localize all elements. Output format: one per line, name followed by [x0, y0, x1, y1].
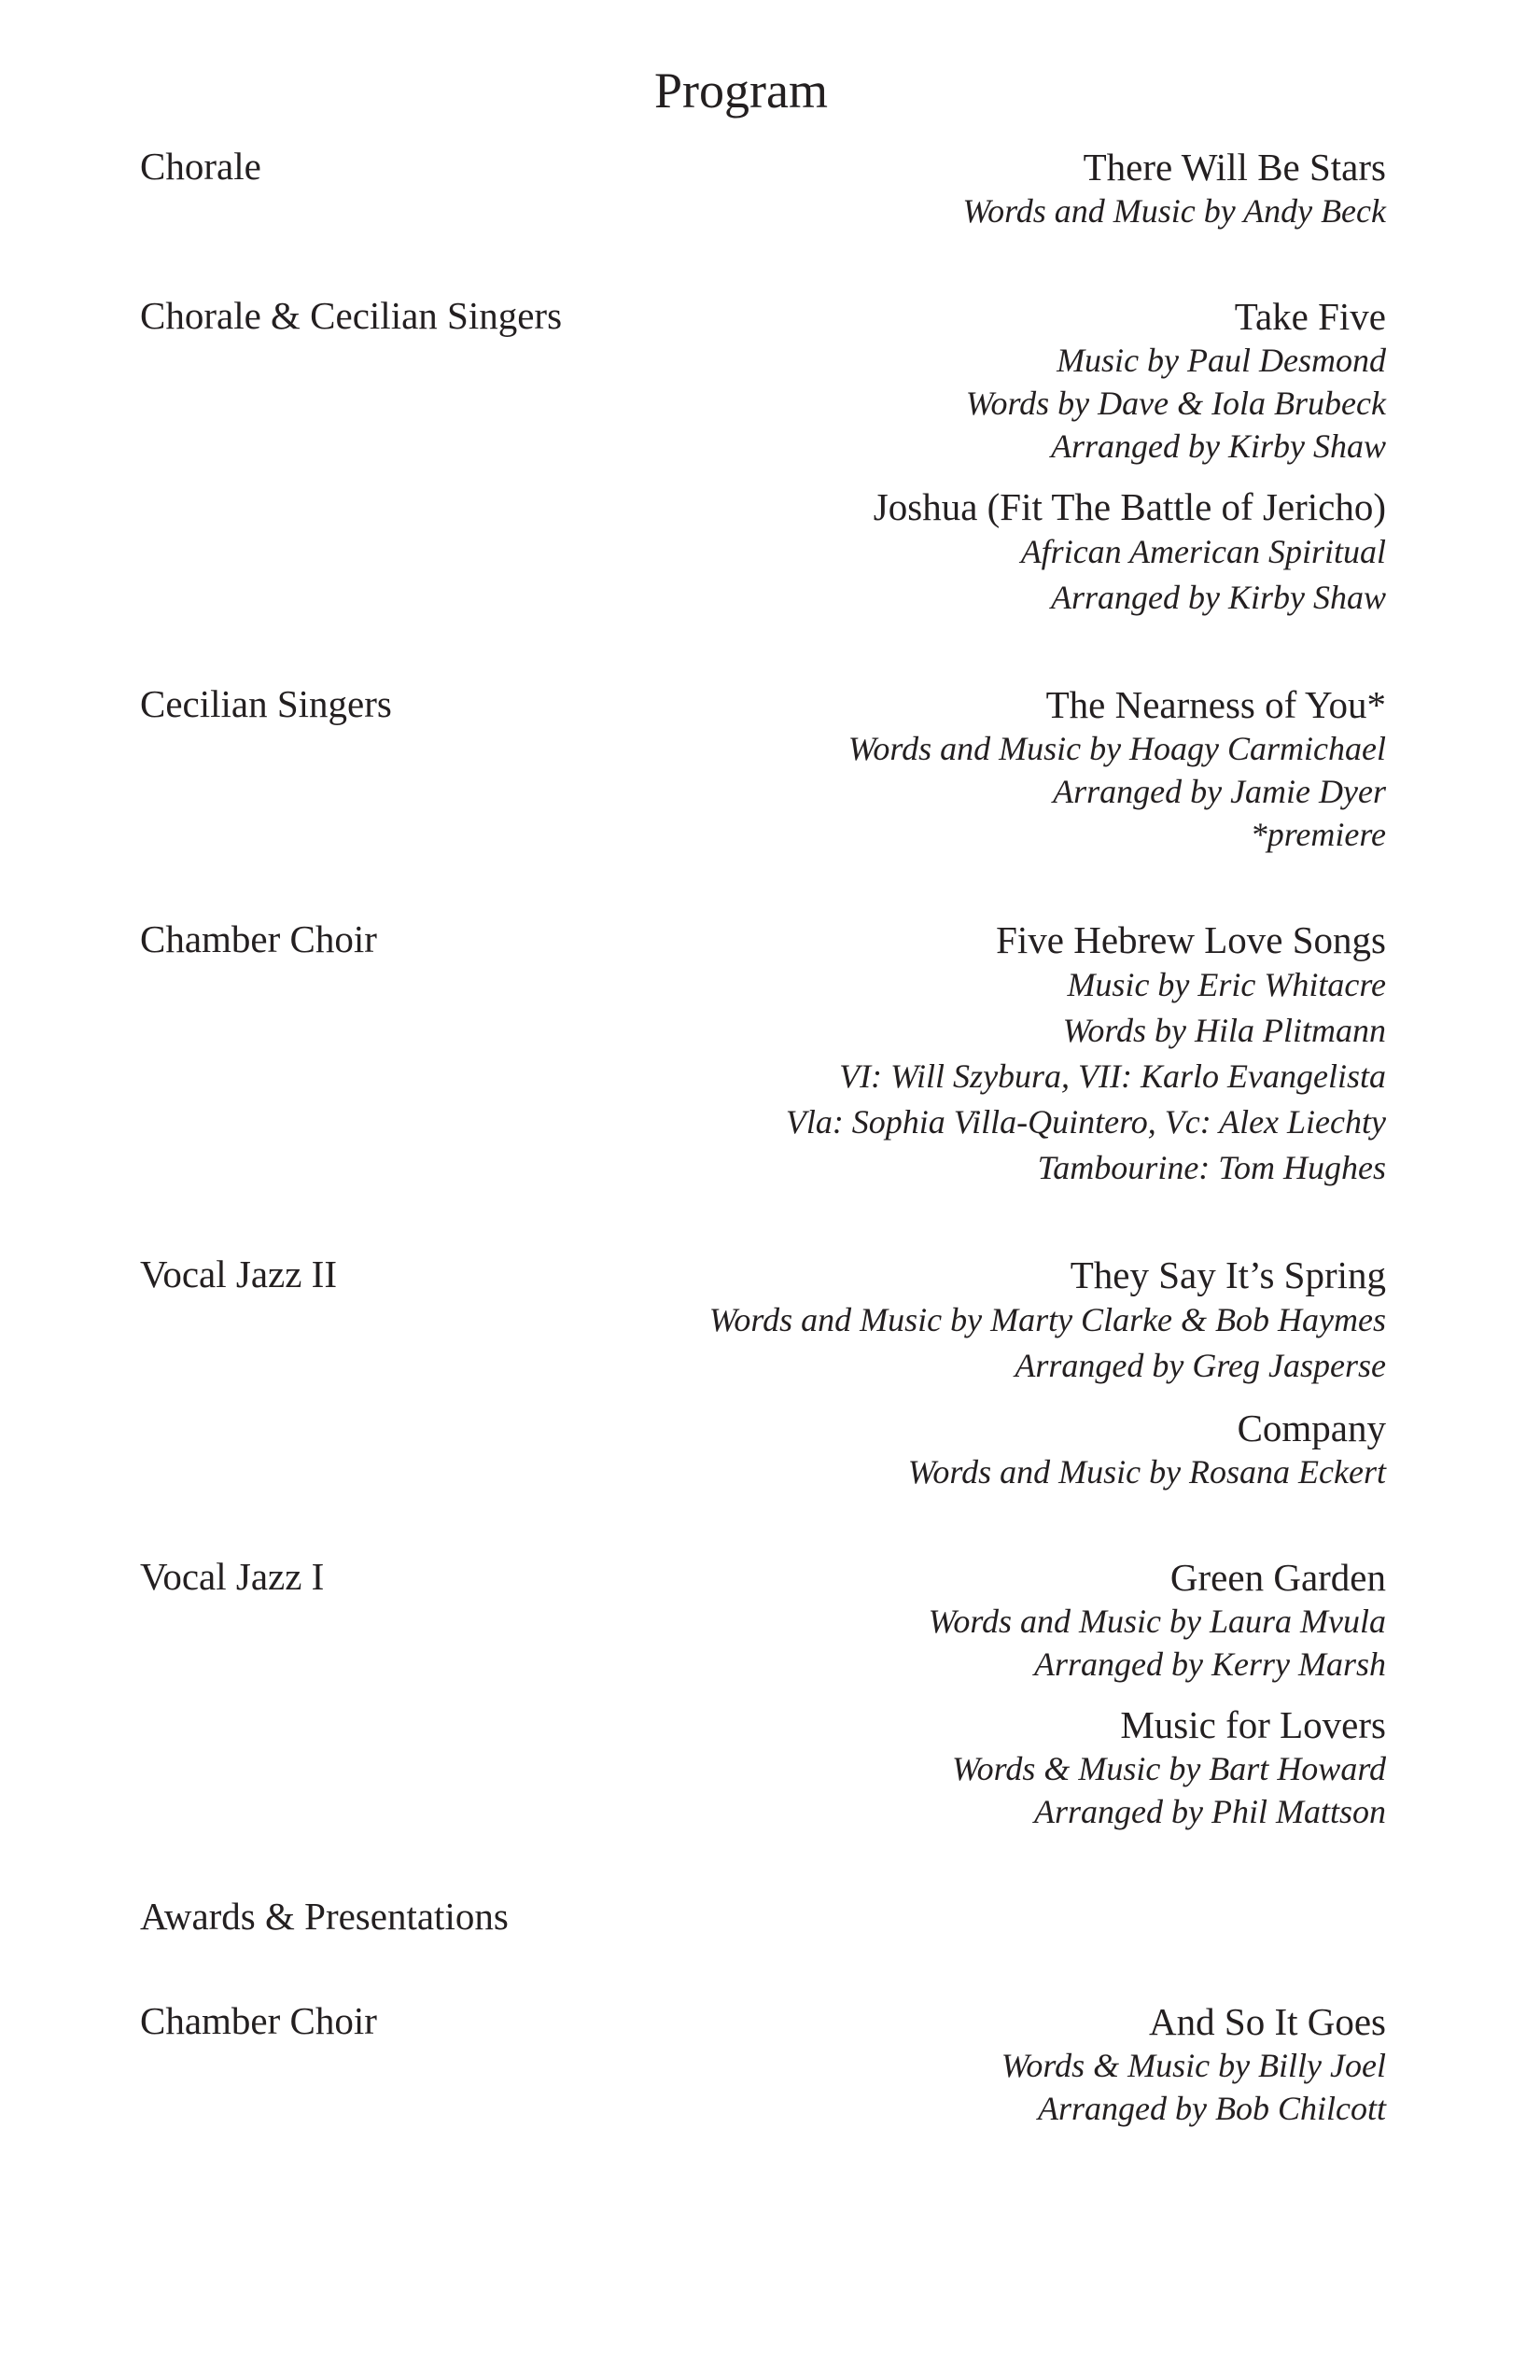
- piece: [588, 1253, 1386, 1389]
- ensemble-name: Chorale: [140, 145, 261, 188]
- program-list: [140, 145, 1386, 2130]
- piece-credit: Arranged by Kerry Marsh: [1034, 1645, 1386, 1683]
- piece-title: They Say It’s Spring: [1070, 1253, 1386, 1296]
- piece-credit: *premiere: [1250, 816, 1386, 853]
- program-section-vocal-jazz-2: [140, 1253, 1386, 1493]
- ensemble-name: Chamber Choir: [140, 917, 377, 960]
- piece: [588, 1555, 1386, 1686]
- piece-list: [588, 682, 1386, 856]
- ensemble-name: Vocal Jazz II: [140, 1253, 337, 1295]
- piece-credit: Arranged by Phil Mattson: [1034, 1793, 1386, 1830]
- piece-credit: VI: Will Szybura, VII: Karlo Evangelista: [839, 1057, 1386, 1095]
- piece-credit: Words & Music by Bart Howard: [951, 1750, 1386, 1787]
- piece-credit: Tambourine: Tom Hughes: [1037, 1149, 1386, 1186]
- piece-credit: Music by Paul Desmond: [1057, 342, 1386, 379]
- ensemble-name: Cecilian Singers: [140, 682, 392, 725]
- ensemble-name: Chorale & Cecilian Singers: [140, 294, 563, 337]
- piece-credit: Words and Music by Andy Beck: [962, 192, 1386, 230]
- piece-credit: Arranged by Bob Chilcott: [1038, 2090, 1386, 2127]
- piece-credit: Arranged by Jamie Dyer: [1053, 773, 1386, 810]
- program-section-chorale: [140, 145, 1386, 232]
- piece: [588, 294, 1386, 468]
- piece-title: The Nearness of You*: [1045, 683, 1386, 726]
- page-title: Program: [654, 63, 828, 119]
- piece-credit: Words and Music by Laura Mvula: [928, 1603, 1386, 1640]
- program-section-vocal-jazz-1: [140, 1555, 1386, 1833]
- piece-credit: Words and Music by Marty Clarke & Bob Haymes: [708, 1301, 1386, 1338]
- piece-title: There Will Be Stars: [1083, 146, 1386, 189]
- piece-title: Take Five: [1234, 295, 1386, 338]
- piece-list: [588, 1253, 1386, 1493]
- program-section-chorale-cecilian: [140, 294, 1386, 621]
- piece-credit: Arranged by Kirby Shaw: [1051, 579, 1386, 616]
- piece: [588, 917, 1386, 1191]
- piece-list: [588, 145, 1386, 232]
- piece-credit: Words and Music by Rosana Eckert: [907, 1453, 1386, 1491]
- piece-credit: Arranged by Greg Jasperse: [1015, 1347, 1386, 1384]
- piece-title: Music for Lovers: [1120, 1703, 1386, 1746]
- piece-credit: Arranged by Kirby Shaw: [1051, 427, 1386, 465]
- ensemble-name: Chamber Choir: [140, 1999, 377, 2042]
- piece: [588, 1406, 1386, 1493]
- piece: [588, 682, 1386, 856]
- piece: [588, 484, 1386, 621]
- piece-title: And So It Goes: [1149, 2000, 1386, 2043]
- piece-title: Joshua (Fit The Battle of Jericho): [873, 485, 1386, 528]
- piece-list: [588, 1555, 1386, 1833]
- piece-title: Green Garden: [1169, 1556, 1386, 1599]
- piece: [588, 145, 1386, 232]
- piece-credit: Music by Eric Whitacre: [1067, 966, 1386, 1003]
- piece: [588, 1999, 1386, 2130]
- piece: [588, 1702, 1386, 1833]
- program-section-chamber-choir-finale: [140, 1999, 1386, 2130]
- piece-credit: Vla: Sophia Villa-Quintero, Vc: Alex Liechty: [785, 1103, 1386, 1141]
- piece-credit: Words & Music by Billy Joel: [1001, 2047, 1386, 2084]
- piece-list: [588, 1999, 1386, 2130]
- piece-credit: Words by Dave & Iola Brubeck: [965, 385, 1386, 422]
- piece-title: Five Hebrew Love Songs: [996, 918, 1386, 961]
- piece-credit: Words and Music by Hoagy Carmichael: [847, 730, 1386, 767]
- program-section-cecilian: [140, 682, 1386, 856]
- piece-credit: Words by Hila Plitmann: [1062, 1012, 1386, 1049]
- piece-title: Company: [1237, 1407, 1386, 1449]
- piece-list: [588, 294, 1386, 621]
- program-section-awards: [140, 1895, 1386, 1938]
- ensemble-name: Vocal Jazz I: [140, 1555, 325, 1598]
- ensemble-name: Awards & Presentations: [140, 1895, 509, 1938]
- program-section-chamber-choir: [140, 917, 1386, 1191]
- piece-list: [588, 917, 1386, 1191]
- piece-credit: African American Spiritual: [1020, 533, 1386, 570]
